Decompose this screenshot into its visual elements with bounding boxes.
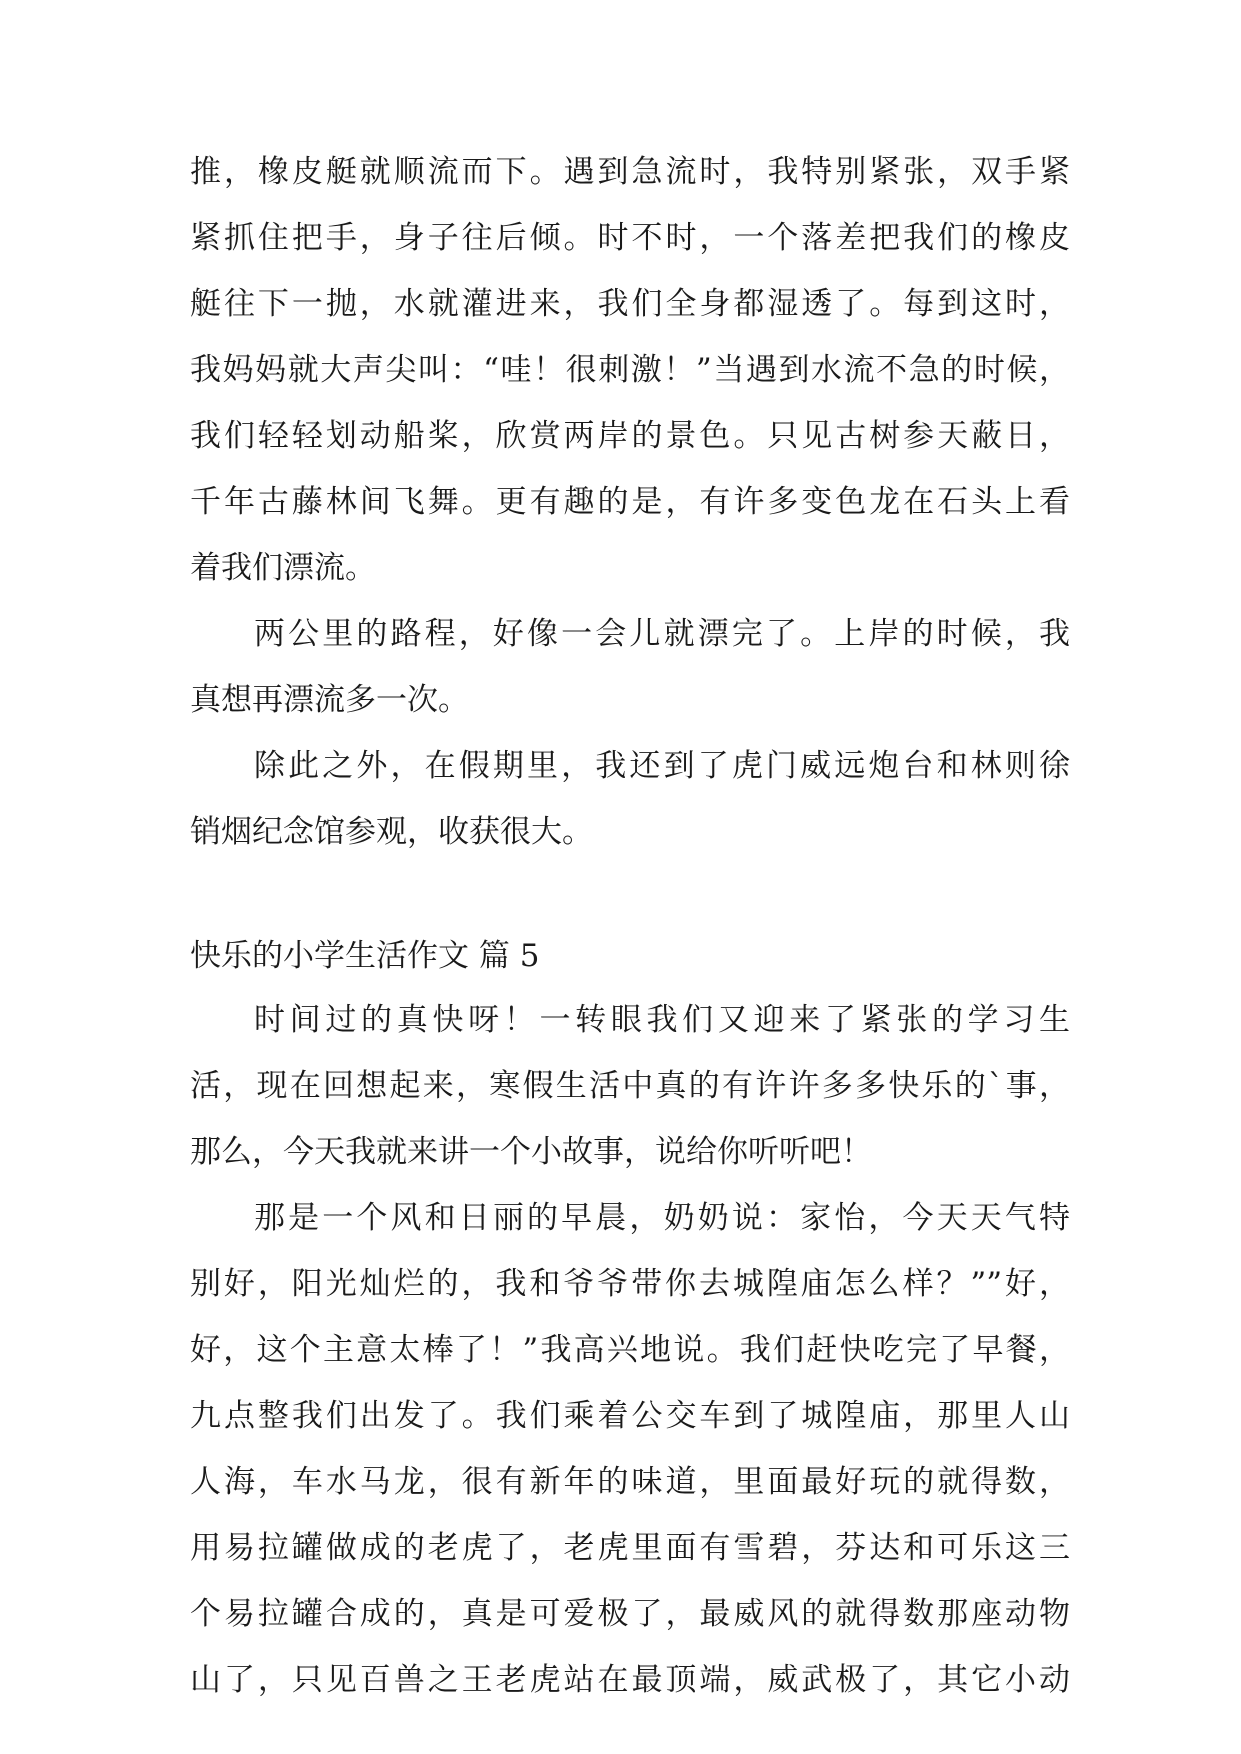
text-line: 九点整我们出发了。我们乘着公交车到了城隍庙，那里人山: [190, 1398, 1070, 1434]
text-line: 艇往下一抛，水就灌进来，我们全身都湿透了。每到这时，: [190, 286, 1070, 322]
text-line: 紧抓住把手，身子往后倾。时不时，一个落差把我们的橡皮: [190, 220, 1070, 256]
section-heading: 快乐的小学生活作文 篇 5: [190, 938, 540, 974]
paragraph-first-line: 两公里的路程，好像一会儿就漂完了。上岸的时候，我: [254, 616, 1070, 652]
text-line: 我们轻轻划动船桨，欣赏两岸的景色。只见古树参天蔽日，: [190, 418, 1070, 454]
text-line: 销烟纪念馆参观，收获很大。: [190, 814, 593, 850]
text-line: 个易拉罐合成的，真是可爱极了，最威风的就得数那座动物: [190, 1596, 1070, 1632]
text-line: 人海，车水马龙，很有新年的味道，里面最好玩的就得数，: [190, 1464, 1070, 1500]
text-line: 活，现在回想起来，寒假生活中真的有许许多多快乐的`事，: [190, 1068, 1070, 1104]
paragraph-first-line: 那是一个风和日丽的早晨，奶奶说：家怡，今天天气特: [254, 1200, 1070, 1236]
text-line: 用易拉罐做成的老虎了，老虎里面有雪碧，芬达和可乐这三: [190, 1530, 1070, 1566]
text-line: 千年古藤林间飞舞。更有趣的是，有许多变色龙在石头上看: [190, 484, 1070, 520]
text-line: 着我们漂流。: [190, 550, 376, 586]
text-line: 好，这个主意太棒了！”我高兴地说。我们赶快吃完了早餐，: [190, 1332, 1070, 1368]
text-line: 我妈妈就大声尖叫：“哇！很刺激！”当遇到水流不急的时候，: [190, 352, 1070, 388]
text-line: 山了，只见百兽之王老虎站在最顶端，威武极了，其它小动: [190, 1662, 1070, 1698]
text-line: 别好，阳光灿烂的，我和爷爷带你去城隍庙怎么样？””好，: [190, 1266, 1070, 1302]
paragraph-first-line: 时间过的真快呀！一转眼我们又迎来了紧张的学习生: [254, 1002, 1070, 1038]
text-line: 真想再漂流多一次。: [190, 682, 469, 718]
text-line: 推，橡皮艇就顺流而下。遇到急流时，我特别紧张，双手紧: [190, 154, 1070, 190]
paragraph-first-line: 除此之外，在假期里，我还到了虎门威远炮台和林则徐: [254, 748, 1070, 784]
text-line: 那么，今天我就来讲一个小故事，说给你听听吧！: [190, 1134, 872, 1170]
